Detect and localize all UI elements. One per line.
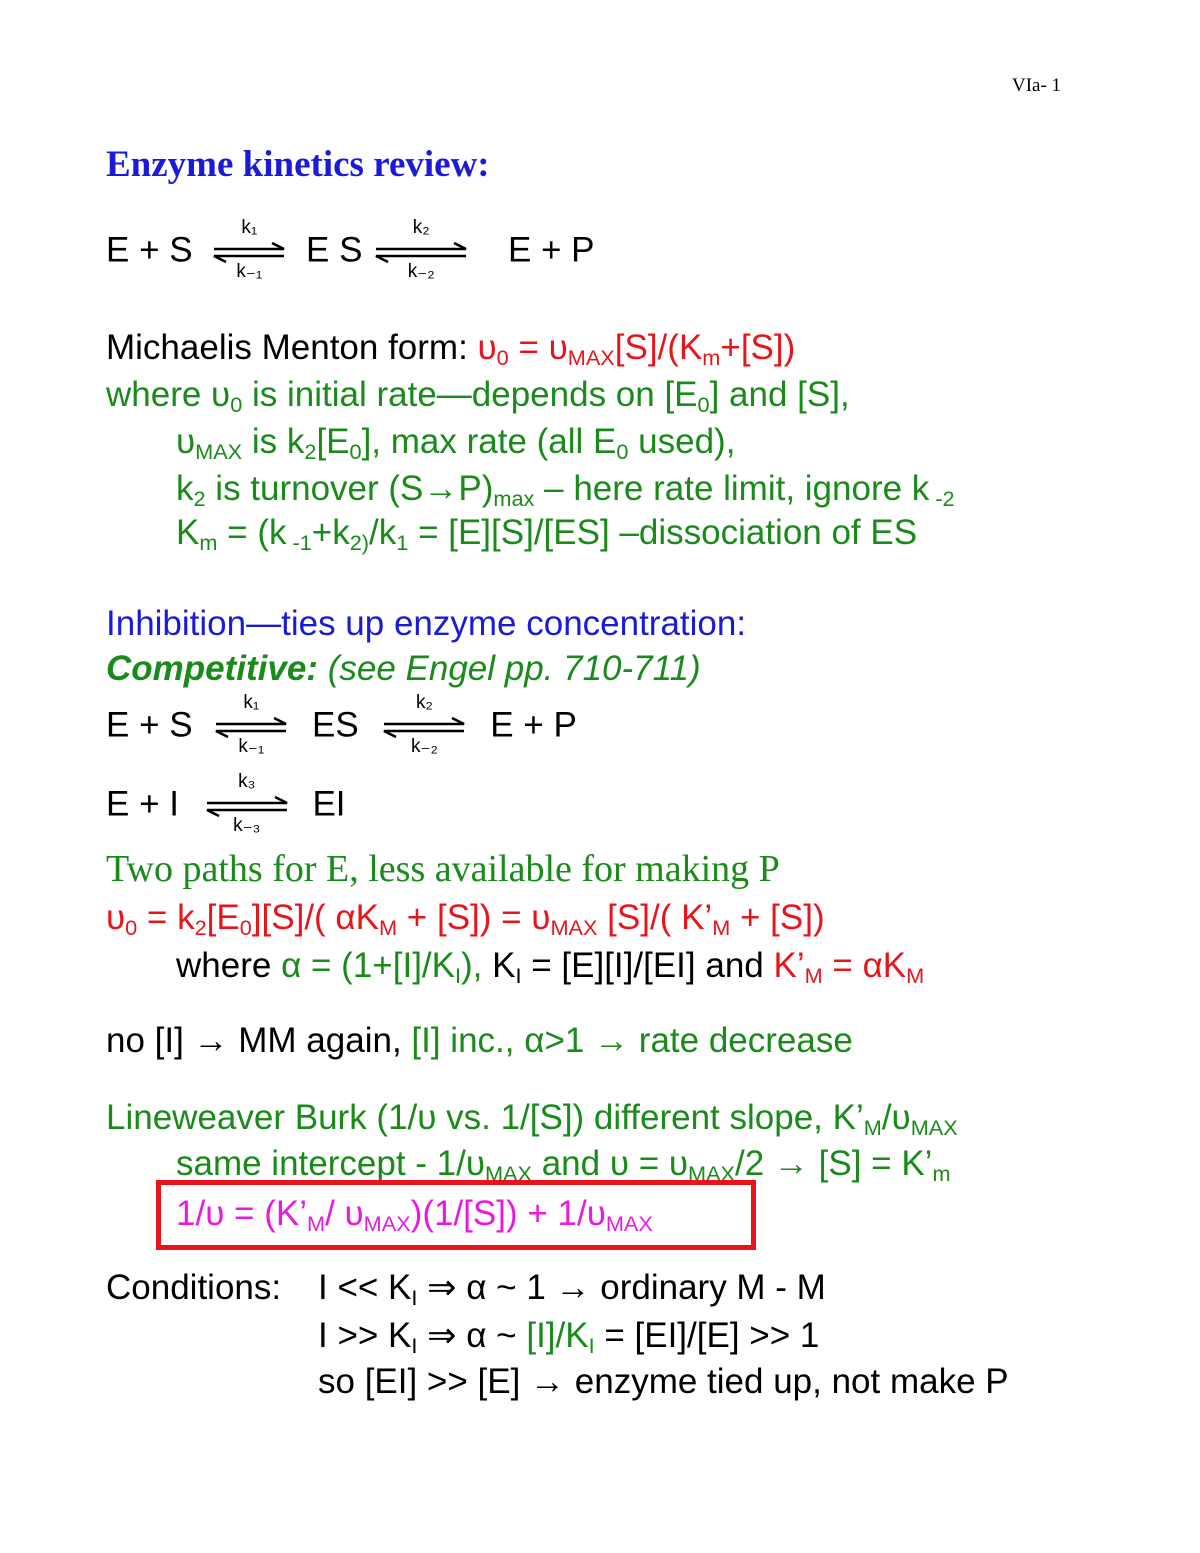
equilibrium-arrow-5: k₃ k₋₃	[205, 786, 289, 826]
conditions-line-3: so [EI] >> [E] → enzyme tied up, not make P	[318, 1362, 1009, 1401]
reaction-3-right: EI	[312, 784, 346, 824]
rate-constant-k2: k₂	[412, 217, 430, 238]
boxed-equation: $1/\upsilon = (K’_M/$ $\upsilon_{MAX})(1/[S]) + 1/\upsilon_{MAX}$	[176, 1194, 653, 1237]
inhibition-heading: Inhibition—ties up enzyme concentration:	[106, 604, 747, 643]
mm-label: Michaelis Menton form:	[106, 328, 478, 367]
competitive-label: Competitive:	[106, 649, 318, 688]
page-title: Enzyme kinetics review:	[106, 144, 490, 185]
reaction-1-right: E + P	[507, 230, 595, 270]
page-number: VIa- 1	[1012, 75, 1062, 96]
conditions-line-1: $I << K_I$ ⇒ α ~ 1 → ordinary M - M	[318, 1268, 826, 1311]
lineweaver-burk-line-1: Lineweaver Burk (1/υ vs. 1/[S]) different slope, $K’_M/\upsilon_{MAX}$	[106, 1098, 958, 1141]
equilibrium-arrow-1	[212, 217, 286, 282]
reaction-2-right: E + P	[490, 705, 577, 745]
where-alpha-line: where $\alpha = (1+[I]/K_I)$, $K_I = [E][I]/[EI]$ and $K’_M = \alpha K_M$	[176, 946, 925, 989]
reaction-2-left: E + S	[106, 705, 193, 745]
competitive-line	[106, 651, 701, 686]
reaction-1	[106, 217, 595, 282]
where-line-4: $K_m = (k$ $_{-1}+k_{2)}/k_1 = [E][S]/[ES]$ –dissociation of ES	[176, 513, 918, 556]
two-paths-line: Two paths for E, less available for making P	[106, 848, 780, 890]
equilibrium-arrow-4: k₂ k₋₂	[382, 707, 466, 747]
no-inhibitor-line: no [I] → MM again, [I] inc., α>1 → rate decrease	[106, 1021, 853, 1060]
equilibrium-arrow-3: k₁ k₋₁	[214, 707, 288, 747]
reaction-2-middle: ES	[312, 705, 359, 745]
reaction-1-middle: E S	[306, 230, 363, 270]
mm-form-line	[106, 328, 796, 371]
rate-constant-k-2: k₋₂	[407, 261, 435, 282]
rate-constant-k1: k₁	[241, 217, 258, 238]
lineweaver-burk-line-2: same intercept - $1/\upsilon_{MAX}$ and $\upsilon = \upsilon_{MAX}/2 \to [S]$ = $K’_m$	[176, 1144, 951, 1187]
conditions-label: Conditions:	[106, 1268, 282, 1307]
where-line-3: $k_2$ is turnover $(S\to P)_{max}$ – here rate limit, ignore k $_{-2}$	[176, 469, 955, 512]
reaction-3-left: E + I	[106, 784, 179, 824]
where-line-1: where $\upsilon_0$ is initial rate—depends on $[E_0]$ and [S],	[106, 375, 850, 418]
rate-constant-k-1: k₋₁	[236, 261, 263, 282]
where-line-2: $\upsilon_{MAX}$ is $k_2[E_0]$, max rate (all $E_0$ used),	[176, 422, 736, 465]
reaction-1-left: E + S	[106, 230, 193, 270]
equilibrium-arrow-2	[374, 217, 468, 282]
mm-equation: $\upsilon_0 = \upsilon_{MAX}[S]/(K_m+[S])$	[477, 328, 796, 371]
rate-equation: $\upsilon_0 = k_2[E_0][S]/$( $\alpha K_M + [S]) = \upsilon_{MAX}$ [S]/( $K’_M + [S]$)	[106, 898, 825, 941]
conditions-line-2: $I >> K_I$ ⇒ α ~ $[I]/K_I = [EI]/[E] >> 1$	[318, 1316, 820, 1359]
reaction-3	[106, 771, 346, 836]
reaction-2	[106, 692, 577, 757]
competitive-reference: (see Engel pp. 710-711)	[317, 649, 701, 688]
